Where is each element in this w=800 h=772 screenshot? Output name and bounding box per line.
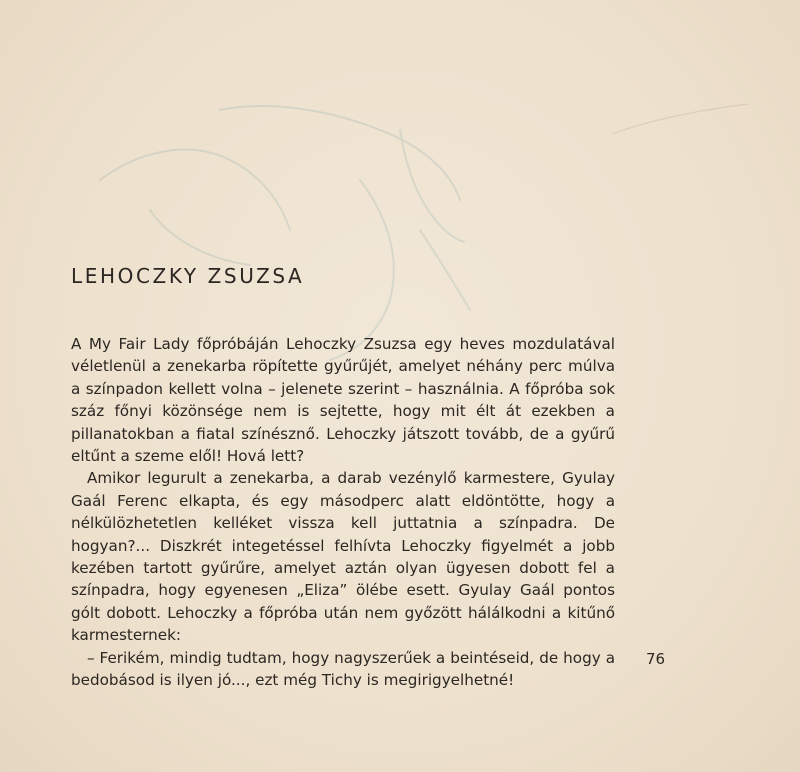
bleed-stroke: [220, 106, 460, 200]
body-text: [71, 333, 615, 692]
section-heading: LEHOCZKY ZSUZSA: [71, 264, 305, 288]
bleed-stroke: [100, 150, 290, 230]
paragraph: – Ferikém, mindig tudtam, hogy nagyszerűek a beintéseid, de hogy a bedobásod is ilyen jó..., ezt még Tichy is megirigyelhetné!: [71, 648, 615, 690]
page-number: 76: [646, 650, 666, 668]
bleed-stroke: [150, 210, 250, 265]
paragraph: Amikor legurult a zenekarba, a darab vezénylő karmestere, Gyulay Gaál Ferenc elkapta, és egy másodperc alatt eldöntötte, hogy a nélkülözhetetlen kelléket vissza kell juttatnia a színpadra. De hogyan?... Diszkrét integetéssel felhívta Lehoczky figyelmét a jobb kezében tartott gyűrűre, amelyet aztán olyan ügyesen dobott fel a színpadra, hogy egyenesen „Eliza” ölébe esett. Gyulay Gaál pontos gólt dobott. Lehoczky a főpróba után nem győzött hálálkodni a kitűnő karmesternek:: [71, 469, 615, 645]
pencil-mark: [610, 100, 750, 140]
paragraph: A My Fair Lady főpróbáján Lehoczky Zsuzsa egy heves mozdulatával véletlenül a zenekarba röpítette gyűrűjét, amelyet néhány perc múlva a színpadon kellett volna – jelenete szerint – használnia. A főpróba sok száz főnyi közönsége nem is sejtette, hogy mit élt át ezekben a pillanatokban a fiatal színésznő. Lehoczky játszott tovább, de a gyűrű eltűnt a szeme elől! Hová lett?: [71, 335, 615, 466]
